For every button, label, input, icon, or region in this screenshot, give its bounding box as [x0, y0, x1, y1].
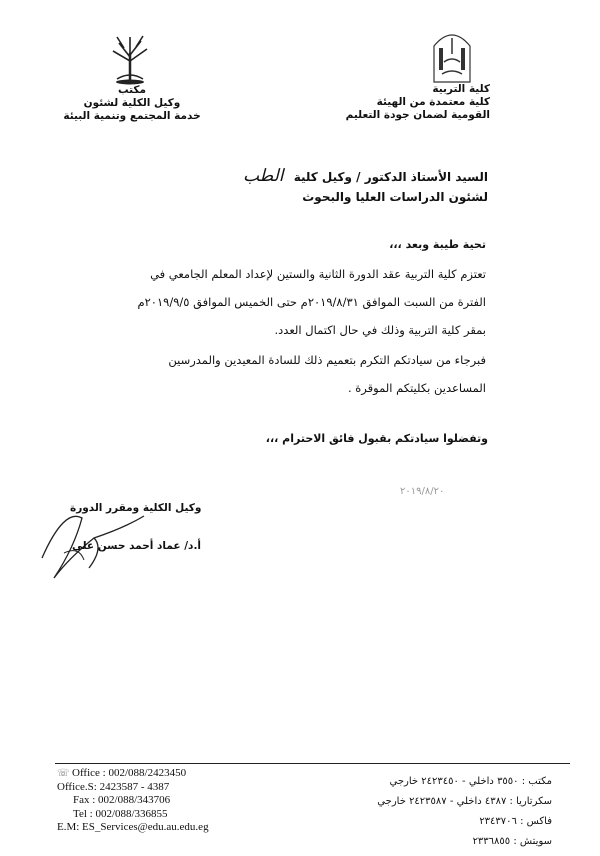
office-label: مكتب: [117, 84, 146, 96]
body-line: الفترة من السبت الموافق ٢٠١٩/٨/٣١م حتى الخميس الموافق ٢٠١٩/٩/٥م: [137, 295, 486, 309]
greeting: تحية طيبة وبعد ،،،: [389, 238, 486, 251]
switch-ar: سويتش : ٢٣٣٦٨٥٥: [472, 836, 552, 847]
addressee-line-1: [237, 166, 488, 186]
addressee-title: السيد الأستاذ الدكتور / وكيل كلية: [293, 170, 488, 184]
body-line: تعتزم كلية التربية عقد الدورة الثانية والستين لإعداد المعلم الجامعي في: [150, 267, 486, 281]
office-phone-ar: مكتب : ٣٥٥٠ داخلي - ٢٤٢٣٤٥٠ خارجي: [389, 776, 552, 787]
date-stamp: ٢٠١٩/٨/٢٠: [400, 486, 445, 497]
faculty-header: [270, 83, 490, 122]
office-s-phone: Office.S: 2423587 - 4387: [57, 780, 170, 793]
faculty-name: كلية التربية: [432, 83, 490, 95]
body-paragraph-1: [76, 260, 486, 344]
contact-left: [57, 767, 209, 835]
university-logo: [430, 28, 474, 84]
handwritten-faculty: الطب: [242, 166, 284, 186]
contact-right: [292, 772, 552, 852]
secretary-phone-ar: سكرتاريا : ٤٣٨٧ داخلي - ٢٤٢٣٥٨٧ خارجي: [377, 796, 552, 807]
footer-divider: [55, 763, 570, 764]
body-line: بمقر كلية التربية وذلك في حال اكتمال العدد.: [274, 323, 486, 337]
community-service-label: خدمة المجتمع وتنمية البيئة: [63, 110, 201, 122]
signatory-name: أ.د/ عماد أحمد حسن علي: [72, 540, 202, 552]
email-address: E.M: ES_Services@edu.au.edu.eg: [57, 821, 209, 833]
office-phone: Office : 002/088/2423450: [72, 767, 187, 779]
office-header: [62, 84, 202, 123]
tel-number: Tel : 002/088/336855: [73, 807, 168, 820]
phone-icon: ☏: [57, 768, 73, 779]
body-line: المساعدين بكليتكم الموقرة .: [347, 381, 486, 395]
addressee-line-2: لشئون الدراسات العليا والبحوث: [302, 190, 488, 204]
body-line: فبرجاء من سيادتكم التكرم بتعميم ذلك للسادة المعيدين والمدرسين: [168, 353, 486, 367]
fax-number: Fax : 002/088/343706: [73, 794, 171, 806]
accreditation-authority: القومية لضمان جودة التعليم: [345, 109, 490, 121]
tree-logo: [107, 33, 153, 85]
vice-dean-label: وكيل الكلية لشئون: [83, 97, 181, 109]
signatory-title: وكيل الكلية ومقرر الدورة: [70, 502, 202, 514]
fax-ar: فاكس : ٢٣٤٣٧٠٦: [479, 816, 552, 827]
accreditation-line: كلية معتمدة من الهيئة: [376, 96, 490, 108]
closing-line: وتفضلوا سيادتكم بقبول فائق الاحترام ،،،: [265, 432, 488, 445]
body-paragraph-2: [76, 346, 486, 402]
